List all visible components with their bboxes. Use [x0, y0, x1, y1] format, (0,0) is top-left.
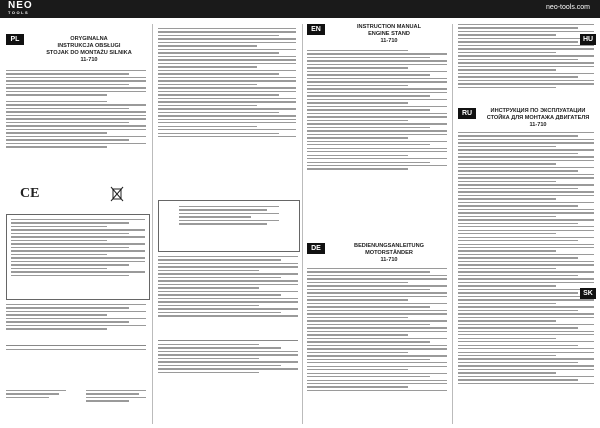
website-url: neo-tools.com: [546, 4, 590, 11]
title-line: INSTRUKCJA OBSŁUGI: [57, 43, 121, 49]
text-body: [458, 132, 594, 386]
title-line: СТОЙКА ДЛЯ МОНТАЖА ДВИГАТЕЛЯ: [486, 115, 590, 121]
product-info-table: [6, 214, 150, 300]
signature-right: [86, 390, 146, 404]
language-tag-de: DE: [307, 243, 325, 254]
standards-line: [6, 345, 146, 352]
ce-mark-icon: CE: [20, 186, 40, 201]
language-tag-sk: SK: [580, 288, 596, 299]
title-line: ИНСТРУКЦИЯ ПО ЭКСПЛУАТАЦИИ: [490, 108, 586, 114]
title-line: ORYGINALNA: [70, 36, 108, 42]
neo-tools-logo: [8, 1, 33, 15]
language-tag-hu: HU: [580, 34, 596, 45]
column-divider: [302, 24, 303, 424]
title-line: INSTRUCTION MANUAL: [356, 24, 421, 30]
model-code: 11-710: [380, 38, 398, 44]
title-line: STOJAK DO MONTAŻU SILNIKA: [46, 50, 132, 56]
section-title-pl: [30, 36, 148, 64]
crossed-bin-icon: [110, 186, 124, 205]
title-line: MOTORSTÄNDER: [365, 250, 413, 256]
text-body: [458, 24, 594, 90]
model-code: 11-710: [380, 257, 398, 263]
text-body: [158, 28, 296, 140]
language-tag-en: EN: [307, 24, 325, 35]
column-divider: [452, 24, 453, 424]
section-title-de: [330, 243, 448, 264]
logo-text: NEO: [8, 0, 33, 11]
signature-block: [158, 340, 298, 375]
column-divider: [152, 24, 153, 424]
text-body: [6, 70, 146, 150]
language-tag-ru: RU: [458, 108, 476, 119]
title-line: ENGINE STAND: [368, 31, 410, 37]
section-title-en: [330, 24, 448, 45]
declaration-table: [158, 256, 298, 319]
text-body: [307, 50, 447, 172]
manufacturer-box: [158, 200, 300, 252]
signature-left: [6, 390, 66, 400]
header-bar: [0, 0, 600, 18]
certificate-block: [6, 304, 146, 332]
text-body: [307, 268, 447, 393]
section-title-ru: [480, 108, 596, 129]
model-code: 11-710: [80, 57, 98, 63]
model-code: 11-710: [529, 122, 547, 128]
logo-subtext: TOOLS: [8, 10, 30, 15]
title-line: BEDIENUNGSANLEITUNG: [354, 243, 424, 249]
language-tag-pl: PL: [6, 34, 24, 45]
